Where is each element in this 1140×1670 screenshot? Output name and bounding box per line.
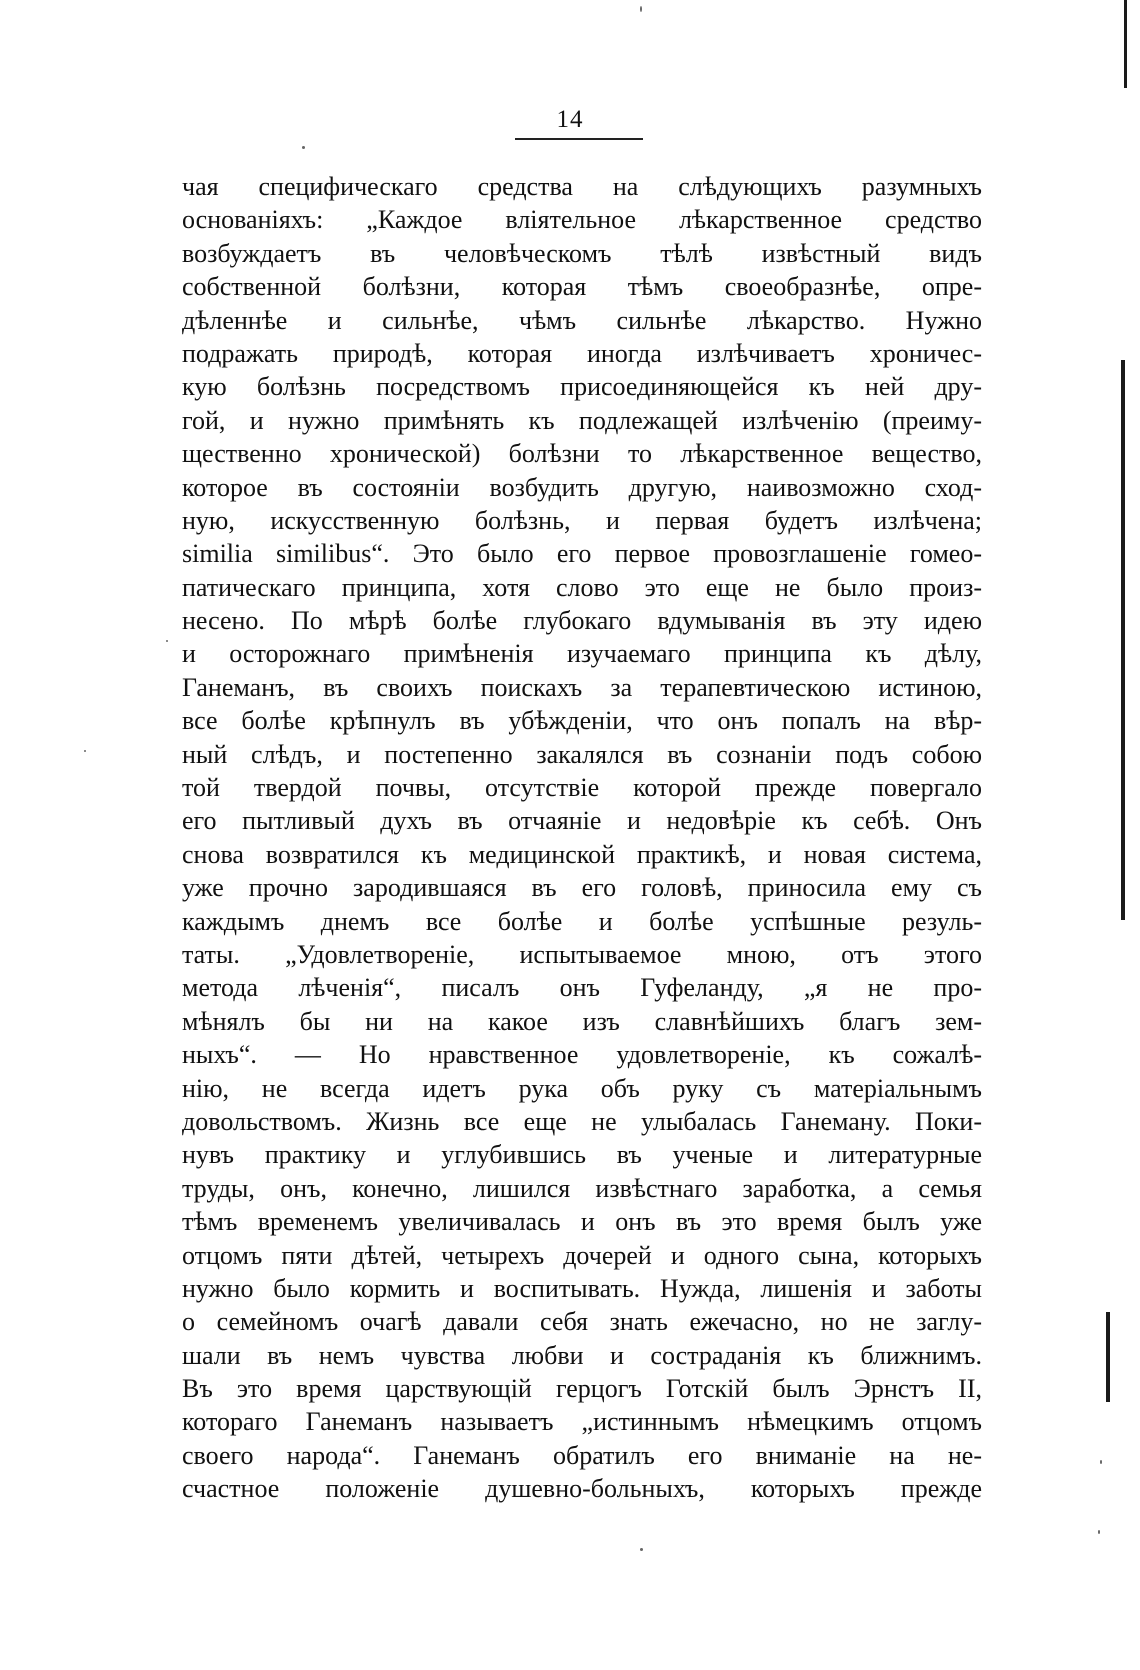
text-line-1: чая специфическаго средства на слѣдующихъ разумныхъ <box>182 172 982 201</box>
text-line-37: Въ это время царствующій герцогъ Готскій былъ Эрнстъ II, <box>182 1374 982 1404</box>
text-line-12: similia similibus“. Это было его первое провозглашеніе гомео- <box>182 539 982 569</box>
scan-speck <box>1098 1530 1100 1534</box>
scan-edge-line-upper <box>1124 0 1127 88</box>
scan-speck <box>84 750 86 752</box>
text-line-15: и осторожнаго примѣненія изучаемаго принципа къ дѣлу, <box>182 639 982 669</box>
text-line-18: ный слѣдъ, и постепенно закалялся въ сознаніи подъ собою <box>182 739 982 769</box>
text-line-40: счастное положеніе душевно-больныхъ, которыхъ прежде <box>182 1474 982 1504</box>
text-line-28: нію, не всегда идетъ рука объ руку съ матеріальнымъ <box>182 1073 982 1103</box>
text-line-8: гой, и нужно примѣнять къ подлежащей излѣченію (преиму- <box>182 405 982 435</box>
text-line-30: нувъ практику и углубившись въ ученые и литературные <box>182 1140 982 1170</box>
text-line-32: тѣмъ временемъ увеличивалась и онъ въ это время былъ уже <box>182 1207 982 1237</box>
scan-speck <box>640 1548 643 1551</box>
scan-speck <box>640 6 642 12</box>
text-line-3: возбуждаетъ въ человѣческомъ тѣлѣ извѣстный видъ <box>182 238 982 268</box>
text-line-23: каждымъ днемъ все болѣе и болѣе успѣшные резуль- <box>182 906 982 936</box>
text-line-39: своего народа“. Ганеманъ обратилъ его вниманіе на не- <box>182 1440 982 1470</box>
text-line-21: снова возвратился къ медицинской практикѣ, и новая система, <box>182 839 982 869</box>
text-line-26: мѣнялъ бы ни на какое изъ славнѣйшихъ благъ зем- <box>182 1006 982 1036</box>
text-line-31: труды, онъ, конечно, лишился извѣстнаго заработка, а семья <box>182 1173 982 1203</box>
scan-edge-line-middle <box>1121 360 1125 920</box>
text-line-19: той твердой почвы, отсутствіе которой прежде повергало <box>182 773 982 803</box>
text-line-4: собственной болѣзни, которая тѣмъ своеобразнѣе, опре- <box>182 272 982 302</box>
text-line-16: Ганеманъ, въ своихъ поискахъ за терапевтическою истиною, <box>182 672 982 702</box>
text-line-33: отцомъ пяти дѣтей, четырехъ дочерей и одного сына, которыхъ <box>182 1240 982 1270</box>
text-line-17: все болѣе крѣпнулъ въ убѣжденіи, что онъ попалъ на вѣр- <box>182 706 982 736</box>
text-line-6: подражать природѣ, которая иногда излѣчиваетъ хроничес- <box>182 338 982 368</box>
scan-speck <box>166 640 168 642</box>
text-line-9: щественно хронической) болѣзни то лѣкарственное вещество, <box>182 439 982 469</box>
text-line-20: его пытливый духъ въ отчаяніе и недовѣріе къ себѣ. Онъ <box>182 806 982 836</box>
scan-edge-line-lower <box>1106 1312 1110 1402</box>
text-line-27: ныхъ“. — Но нравственное удовлетвореніе, къ сожалѣ- <box>182 1040 982 1070</box>
text-line-38: котораго Ганеманъ называетъ „истиннымъ нѣмецкимъ отцомъ <box>182 1407 982 1437</box>
text-line-2: основаніяхъ: „Каждое вліятельное лѣкарственное средство <box>182 205 982 235</box>
scan-speck <box>1100 1460 1102 1464</box>
text-line-14: несено. По мѣрѣ болѣе глубокаго вдумыванія въ эту идею <box>182 606 982 636</box>
text-line-25: метода лѣченія“, писалъ онъ Гуфеланду, „я не про- <box>182 973 982 1003</box>
text-line-29: довольствомъ. Жизнь все еще не улыбалась Ганеману. Поки- <box>182 1106 982 1136</box>
scan-speck <box>302 146 305 149</box>
text-line-5: дѣленнѣе и сильнѣе, чѣмъ сильнѣе лѣкарство. Нужно <box>182 305 982 335</box>
text-line-11: ную, искусственную болѣзнь, и первая будетъ излѣчена; <box>182 505 982 535</box>
text-line-24: таты. „Удовлетвореніе, испытываемое мною, отъ этого <box>182 939 982 969</box>
text-line-13: патическаго принципа, хотя слово это еще не было произ- <box>182 572 982 602</box>
page-number-rule <box>515 138 643 140</box>
text-line-22: уже прочно зародившаяся въ его головѣ, приносила ему съ <box>182 873 982 903</box>
text-line-10: которое въ состояніи возбудить другую, наивозможно сход- <box>182 472 982 502</box>
text-line-7: кую болѣзнь посредствомъ присоединяющейся къ ней дру- <box>182 372 982 402</box>
text-line-35: о семейномъ очагѣ давали себя знать ежечасно, но не заглу- <box>182 1307 982 1337</box>
text-line-34: нужно было кормить и воспитывать. Нужда, лишенія и заботы <box>182 1273 982 1303</box>
page-number: 14 <box>556 106 584 133</box>
body-text <box>182 170 982 1506</box>
text-line-36: шали въ немъ чувства любви и состраданія къ ближнимъ. <box>182 1340 982 1370</box>
